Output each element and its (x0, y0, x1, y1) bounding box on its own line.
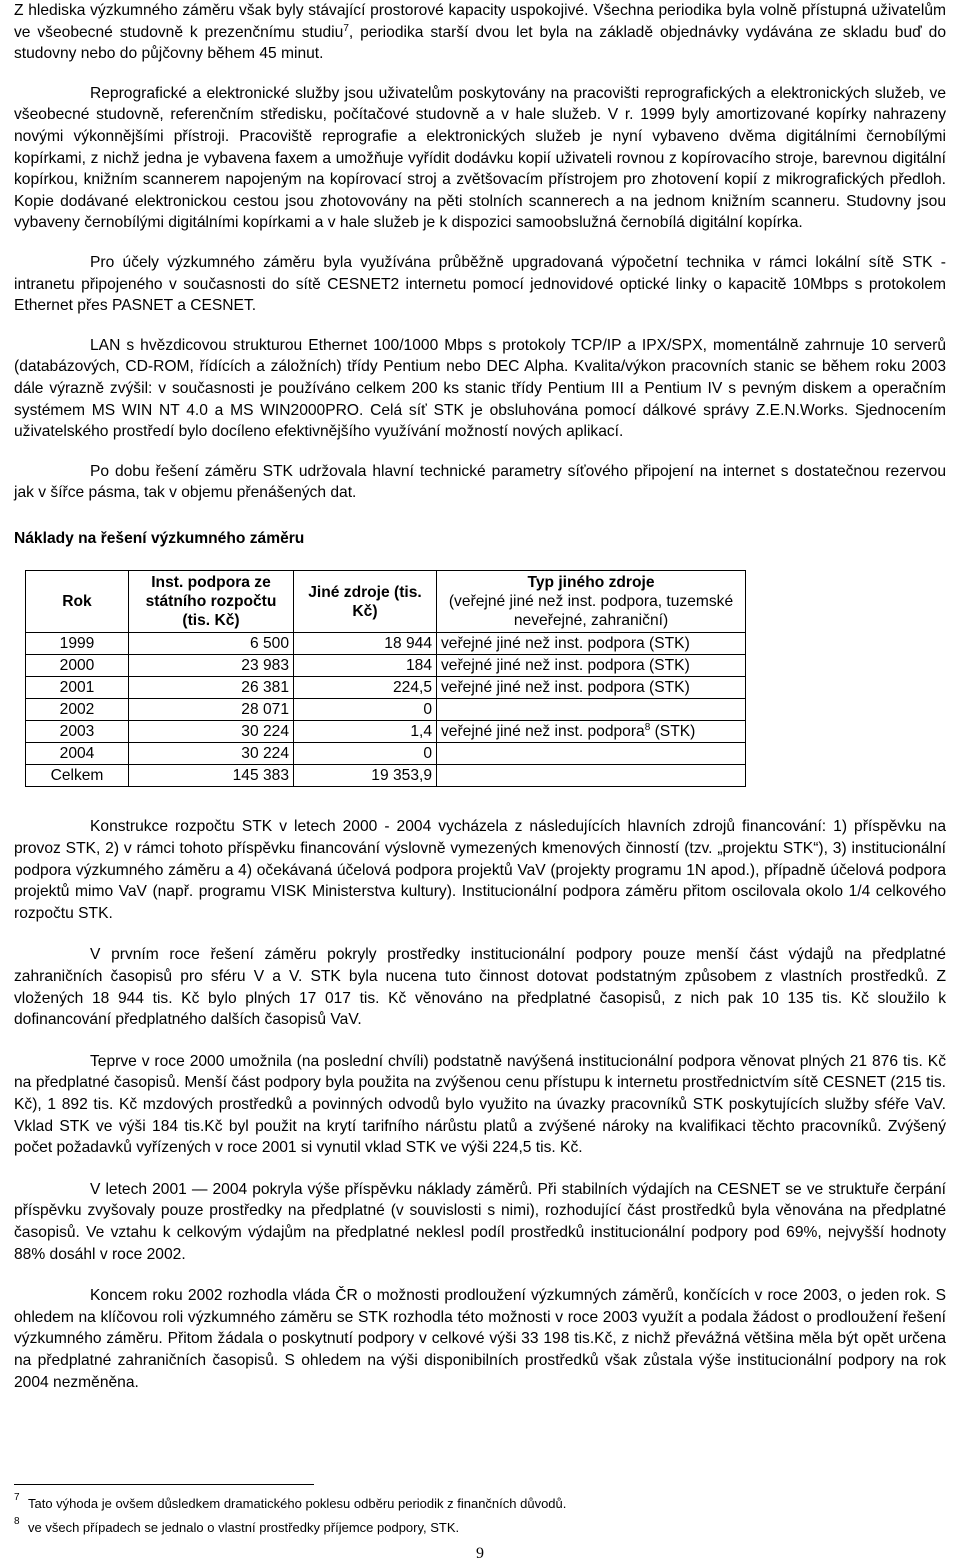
header-rok: Rok (26, 571, 129, 633)
cell-rok: Celkem (26, 765, 129, 787)
cell-jine: 0 (294, 743, 437, 765)
cell-rok: 2002 (26, 699, 129, 721)
cell-inst: 6 500 (129, 633, 294, 655)
cell-typ (437, 721, 746, 743)
header-typ-zdroje (437, 571, 746, 633)
cell-rok: 2001 (26, 677, 129, 699)
section-heading-costs: Náklady na řešení výzkumného záměru (14, 529, 305, 547)
header-jine-zdroje: Jiné zdroje (tis. Kč) (294, 571, 437, 633)
cell-typ: veřejné jiné než inst. podpora (STK) (437, 655, 746, 677)
table-row (26, 721, 746, 743)
cell-typ-tail: (STK) (650, 723, 696, 741)
footnote-7: 7 Tato výhoda je ovšem důsledkem dramatického poklesu odběru periodik z finančních důvodů. (14, 1492, 567, 1511)
cell-jine: 18 944 (294, 633, 437, 655)
cell-jine: 1,4 (294, 721, 437, 743)
cell-inst: 26 381 (129, 677, 294, 699)
cell-jine: 0 (294, 699, 437, 721)
cell-inst: 28 071 (129, 699, 294, 721)
paragraph-extension: Koncem roku 2002 rozhodla vláda ČR o možnosti prodloužení výzkumných záměrů, končících v roce 2003, o jeden rok. S ohledem na klíčovou roli výzkumného záměru se STK rozhodla této možnosti v roce 2003 využít a podala žádost o prodloužení řešení výzkumného záměru. Přitom žádala o poskytnutí podpory v celkové výši 33 198 tis.Kč, z nichž převážná většina měla být opět určena na předplatné zahraničních časopisů. S ohledem na výši disponibilních prostředků však zůstala výše institucionální podpory na rok 2004 nezměněna. (14, 1287, 946, 1391)
footnote-separator (14, 1484, 314, 1485)
paragraph-first-year: V prvním roce řešení záměru pokryly prostředky institucionální podpory pouze menší část výdajů na předplatné zahraničních časopisů pro sféru V a V. STK byla nucena tuto činnost dotovat podstatným způsobem z vlastních prostředků. Z vložených 18 944 tis. Kč bylo plných 17 017 tis. Kč věnováno na předplatné časopisů, z nich pak 10 135 tis. Kč sloužilo k dofinancování předplatného dalších časopisů VaV. (14, 946, 946, 1029)
paragraph-text: Z hlediska výzkumného záměru však byly stávající prostorové kapacity uspokojivé. Všechna periodika byla volně přístupná uživatelům ve všeobecné studovně k prezenčnímu studiu (14, 2, 946, 41)
header-typ-title: Typ jiného zdroje (527, 574, 655, 592)
paragraph-computing: Pro účely výzkumného záměru byla využívána průběžně upgradovaná výpočetní technika v rámci lokální sítě STK - intranetu připojeného v současnosti do sítě CESNET2 internetu pomocí jednovidové optické linky o kapacitě 10Mbps s protokolem Ethernet přes PASNET a CESNET. (14, 253, 946, 315)
cell-inst: 145 383 (129, 765, 294, 787)
cell-jine: 19 353,9 (294, 765, 437, 787)
table-row (26, 655, 746, 677)
footnote-text: ve všech případech se jednalo o vlastní prostředky příjemce podpory, STK. (28, 1520, 460, 1535)
cell-typ (437, 699, 746, 721)
cell-typ (437, 743, 746, 765)
table-row (26, 677, 746, 699)
cell-jine: 184 (294, 655, 437, 677)
paragraph-text: , periodika starší dvou let byla na základě objednávky vydávána ze skladu buď do studovny nebo do půjčovny během 45 minut. (14, 23, 946, 63)
cell-rok: 2003 (26, 721, 129, 743)
paragraph-lan: LAN s hvězdicovou strukturou Ethernet 100/1000 Mbps s protokoly TCP/IP a IPX/SPX, momentálně zahrnuje 10 serverů (databázových, CD-ROM, řídících a záložních) třídy Pentium nebo DEC Alpha. Kvalita/výkon pracovních stanic se během roku 2003 dále výrazně zvýšil: v současnosti je používáno celkem 200 ks stanic třídy Pentium III a Pentium IV s pevným diskem a operačním systémem MS WIN NT 4.0 a MS WIN2000PRO. Celá síť STK je obsluhována pomocí dálkové správy Z.E.N.Works. Sjednocením uživatelského prostředí bylo docíleno efektivnějšího využívání možností nových aplikací. (14, 336, 946, 441)
footnote-ref-8[interactable]: 8 (644, 722, 651, 734)
paragraph-budget: Konstrukce rozpočtu STK v letech 2000 - 2004 vycházela z následujících hlavních zdrojů financování: 1) příspěvku na provoz STK, 2) v rámci tohoto příspěvku financování výslovně vymezených kmenových činností (tzv. „projektu STK“), 3) institucionální podpora výzkumného záměru a 4) očekávaná účelová podpora projektů VaV (projekty programu 1N apod.), případně účelová podpora projektů mimo VaV (např. programu VISK Ministerstva kultury). Institucionální podpora záměru přitom oscilovala okolo 1/4 celkového rozpočtu STK. (14, 818, 946, 922)
cell-rok: 2004 (26, 743, 129, 765)
paragraph-network: Po dobu řešení záměru STK udržovala hlavní technické parametry síťového připojení na internet s dostatečnou rezervou jak v šířce pásma, tak v objemu přenášených dat. (14, 462, 946, 502)
cell-typ: veřejné jiné než inst. podpora (STK) (437, 677, 746, 699)
footnote-ref-7[interactable]: 7 (343, 22, 349, 34)
footnote-text: Tato výhoda je ovšem důsledkem dramatického poklesu odběru periodik z finančních důvodů. (28, 1496, 567, 1511)
cell-typ: veřejné jiné než inst. podpora (STK) (437, 633, 746, 655)
footnote-8: 8 ve všech případech se jednalo o vlastní prostředky příjemce podpory, STK. (14, 1516, 460, 1535)
table-row-total (26, 765, 746, 787)
header-inst-podpora: Inst. podpora ze státního rozpočtu (tis. Kč) (129, 571, 294, 633)
table-header-row (26, 571, 746, 633)
cell-typ (437, 765, 746, 787)
paragraph-capacity (14, 0, 946, 65)
cell-typ-text: veřejné jiné než inst. podpora (441, 723, 645, 741)
paragraph-reprography: Reprografické a elektronické služby jsou uživatelům poskytovány na pracovišti reprografických a elektronických služeb, ve všeobecné studovně, referenčním středisku, počítačové studovně a v hale služeb. V r. 1999 byly amortizované kopírky nahrazeny novými výkonnějšími přístroji. Pracoviště reprografie a elektronických služeb je nyní vybaveno dvěma digitálními černobílými kopírkami, z nichž jedna je vybavena faxem a umožňuje vyřídit dodávku kopií uživateli rovnou z kopírovacího stroje, barevnou digitální kopírkou, knižním scannerem napojeným na kopírovací stroj a zvětšovacím přístrojem pro zhotovení kopií z mikrografických předloh. Kopie dodávané elektronickou cestou jsou zhotovovány na pěti stolních scannerech a na jednom knižním scanneru. Studovny jsou vybaveny černobílými digitálními kopírkami a v hale služeb je k dispozici samoobslužná černobílá digitální kopírka. (14, 84, 946, 232)
costs-table (25, 570, 746, 787)
document-page (14, 0, 946, 1393)
cell-inst: 23 983 (129, 655, 294, 677)
cell-jine: 224,5 (294, 677, 437, 699)
cell-inst: 30 224 (129, 721, 294, 743)
footnotes (14, 1492, 946, 1540)
header-typ-sub: (veřejné jiné než inst. podpora, tuzemské neveřejné, zahraniční) (448, 593, 734, 630)
page-number: 9 (476, 1545, 484, 1562)
table-row (26, 633, 746, 655)
paragraph-2000: Teprve v roce 2000 umožnila (na poslední chvíli) podstatně navýšená institucionální podpora věnovat plných 21 876 tis. Kč na předplatné časopisů. Menší část podpory byla použita na zvýšenou cenu přístupu k internetu prostřednictvím sítě CESNET (215 tis. Kč), 1 892 tis. Kč mzdových prostředků a povinných odvodů bylo využito na úvazky pracovníků STK poskytujících služby sféře VaV. Vklad STK ve výši 184 tis.Kč byl použit na krytí tarifního nárůstu platů a zvýšené nároky na kvalifikaci těchto pracovníků. Zvýšený počet požadavků vyřízených v roce 2001 si vynutil vklad STK ve výši 224,5 tis. Kč. (14, 1052, 946, 1157)
table-row (26, 699, 746, 721)
cell-inst: 30 224 (129, 743, 294, 765)
table-row (26, 743, 746, 765)
paragraph-2001-2004: V letech 2001 — 2004 pokryla výše příspěvku náklady záměrů. Při stabilních výdajích na CESNET se ve struktuře čerpání příspěvku zvyšovaly pouze prostředky na předplatné (v souvislosti s nimi), rozhodující část prostředků byla věnována na předplatné časopisů. Ve vztahu k celkovým výdajům na předplatné neklesl podíl prostředků institucionální podpory pod 69%, nejvyšší hodnoty 88% dosáhl v roce 2002. (14, 1180, 946, 1263)
cell-rok: 1999 (26, 633, 129, 655)
cell-rok: 2000 (26, 655, 129, 677)
